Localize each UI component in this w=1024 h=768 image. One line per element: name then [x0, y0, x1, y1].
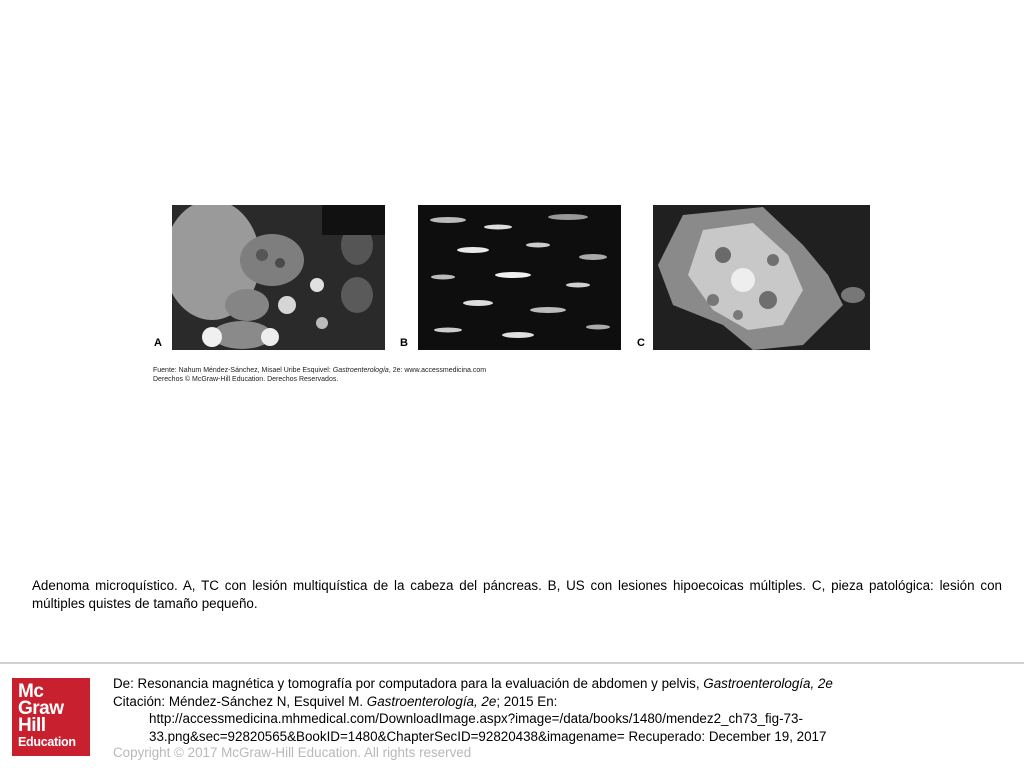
citation-url-line1: http://accessmedicina.mhmedical.com/DownloadImage.aspx?image=/data/books/1480/mendez2_ch73_fig-73- [149, 711, 803, 726]
panel-label-b: B [400, 337, 408, 349]
mcgraw-hill-logo: Mc Graw Hill Education [12, 678, 90, 756]
citation-block [113, 675, 1013, 745]
citation-line: Citación: Méndez-Sánchez N, Esquivel M. Gastroenterología, 2e; 2015 En: [113, 693, 558, 709]
source-line: De: Resonancia magnética y tomografía por computadora para la evaluación de abdomen y pelvis, Gastroenterología, 2e [113, 676, 833, 691]
footer-divider [0, 662, 1024, 664]
pathology-specimen-image [653, 205, 870, 350]
figure-source: Fuente: Nahum Méndez-Sánchez, Misael Uribe Esquivel: Gastroenterología, 2e: www.accessmedicina.com [153, 367, 487, 374]
citation-url-line2: 33.png&sec=92820565&BookID=1480&ChapterSecID=92820438&imagename= Recuperado: December 19, 2017 [149, 728, 827, 744]
panel-label-a: A [154, 337, 162, 349]
figure-rights: Derechos © McGraw-Hill Education. Derechos Reservados. [153, 376, 339, 383]
panel-label-c: C [637, 337, 645, 349]
figure-caption: Adenoma microquístico. A, TC con lesión multiquística de la cabeza del páncreas. B, US con lesiones hipoecoicas múltiples. C, pieza patológica: lesión con múltiples quistes de tamaño pequeño. [32, 578, 1002, 611]
ct-scan-image [172, 205, 385, 350]
ultrasound-image [418, 205, 621, 350]
copyright-text: Copyright © 2017 McGraw-Hill Education. All rights reserved [113, 745, 472, 760]
medical-figure [150, 205, 870, 385]
